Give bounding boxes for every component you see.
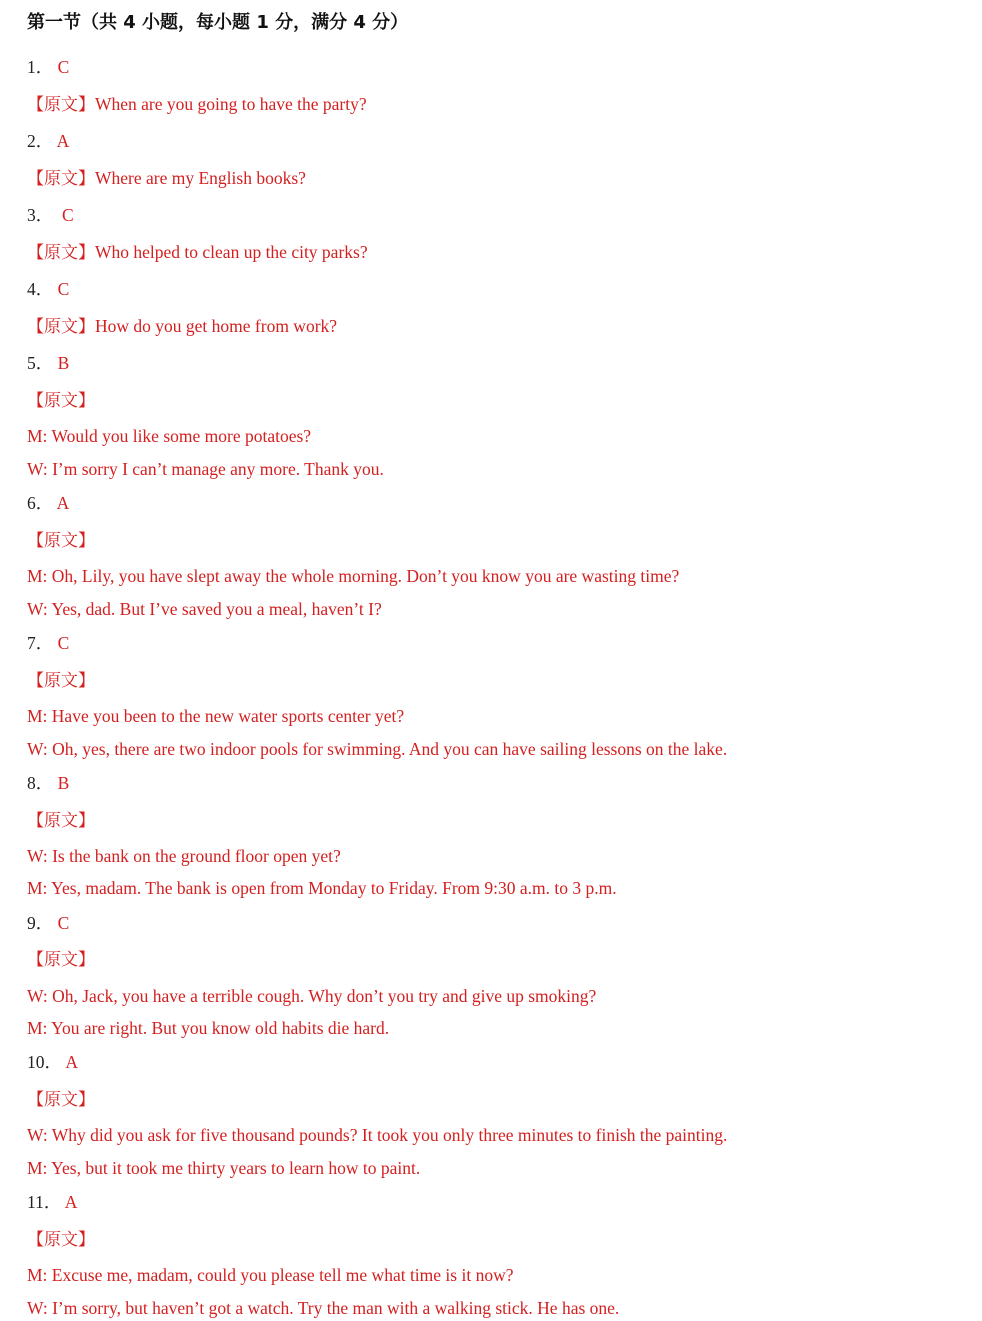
answer-row-1 xyxy=(27,56,69,78)
answer-letter: A xyxy=(65,1052,79,1072)
question-number: 10． xyxy=(27,1052,62,1072)
original-text-row-1 xyxy=(27,93,367,116)
answer-letter: C xyxy=(57,57,70,77)
original-tag-row-11 xyxy=(27,1228,95,1251)
question-number: 7． xyxy=(27,633,54,653)
answer-row-4 xyxy=(27,278,69,300)
original-text-row-4 xyxy=(27,315,337,338)
answer-row-11 xyxy=(27,1191,77,1213)
original-tag: 【原文】 xyxy=(27,531,95,551)
original-tag: 【原文】 xyxy=(27,243,95,263)
answer-row-7 xyxy=(27,632,69,654)
question-number: 2． xyxy=(27,131,54,151)
original-tag: 【原文】 xyxy=(27,95,95,115)
original-tag-row-5 xyxy=(27,389,95,412)
original-tag: 【原文】 xyxy=(27,1090,95,1110)
original-tag-row-10 xyxy=(27,1088,95,1111)
dialogue-line: M: Yes, but it took me thirty years to learn how to paint. xyxy=(27,1158,421,1178)
answer-letter: A xyxy=(56,131,70,151)
answer-letter: C xyxy=(57,913,70,933)
original-tag-row-7 xyxy=(27,669,95,692)
answer-row-2 xyxy=(27,130,69,152)
answer-letter: B xyxy=(57,353,70,373)
original-text: When are you going to have the party? xyxy=(95,94,367,114)
original-tag: 【原文】 xyxy=(27,671,95,691)
answer-row-9 xyxy=(27,912,69,934)
original-text-row-3 xyxy=(27,241,368,264)
dialogue-line: M: Would you like some more potatoes? xyxy=(27,426,312,446)
original-tag: 【原文】 xyxy=(27,811,95,831)
dialogue-line: W: I’m sorry I can’t manage any more. Thank you. xyxy=(27,459,384,479)
dialogue-line: M: Have you been to the new water sports center yet? xyxy=(27,706,405,726)
dialogue-line: W: Why did you ask for five thousand pounds? It took you only three minutes to finish the painting. xyxy=(27,1125,728,1145)
answer-row-10 xyxy=(27,1051,78,1073)
original-text: Who helped to clean up the city parks? xyxy=(95,242,368,262)
original-tag-row-9 xyxy=(27,948,95,971)
question-number: 11． xyxy=(27,1192,62,1212)
question-number: 6． xyxy=(27,493,54,513)
answer-letter: A xyxy=(64,1192,78,1212)
answer-row-3 xyxy=(27,204,74,226)
original-tag: 【原文】 xyxy=(27,391,95,411)
question-number: 4． xyxy=(27,279,54,299)
answer-letter: C xyxy=(57,279,70,299)
original-tag: 【原文】 xyxy=(27,317,95,337)
dialogue-line: W: Yes, dad. But I’ve saved you a meal, haven’t I? xyxy=(27,599,382,619)
original-tag: 【原文】 xyxy=(27,950,95,970)
original-tag: 【原文】 xyxy=(27,169,95,189)
original-tag: 【原文】 xyxy=(27,1230,95,1250)
question-number: 5． xyxy=(27,353,54,373)
question-number: 3． xyxy=(27,205,54,225)
answer-letter: C xyxy=(57,205,74,225)
original-text: Where are my English books? xyxy=(95,168,306,188)
question-number: 1． xyxy=(27,57,54,77)
dialogue-line: M: You are right. But you know old habits die hard. xyxy=(27,1018,390,1038)
answer-row-8 xyxy=(27,772,69,794)
question-number: 9． xyxy=(27,913,54,933)
answer-letter: B xyxy=(57,773,70,793)
original-tag-row-6 xyxy=(27,529,95,552)
original-text-row-2 xyxy=(27,167,306,190)
original-text: How do you get home from work? xyxy=(95,316,338,336)
dialogue-line: M: Yes, madam. The bank is open from Monday to Friday. From 9:30 a.m. to 3 p.m. xyxy=(27,878,617,898)
question-number: 8． xyxy=(27,773,54,793)
dialogue-line: W: I’m sorry, but haven’t got a watch. Try the man with a walking stick. He has one. xyxy=(27,1298,620,1318)
dialogue-line: W: Is the bank on the ground floor open yet? xyxy=(27,846,341,866)
dialogue-line: M: Oh, Lily, you have slept away the whole morning. Don’t you know you are wasting time? xyxy=(27,566,680,586)
dialogue-line: W: Oh, Jack, you have a terrible cough. Why don’t you try and give up smoking? xyxy=(27,986,597,1006)
dialogue-line: W: Oh, yes, there are two indoor pools for swimming. And you can have sailing lessons on the lake. xyxy=(27,739,728,759)
answer-row-6 xyxy=(27,492,69,514)
original-tag-row-8 xyxy=(27,809,95,832)
answer-row-5 xyxy=(27,352,69,374)
answer-letter: C xyxy=(57,633,70,653)
dialogue-line: M: Excuse me, madam, could you please tell me what time is it now? xyxy=(27,1265,514,1285)
answer-letter: A xyxy=(56,493,70,513)
section-heading: 第一节（共 4 小题，每小题 1 分，满分 4 分） xyxy=(27,12,409,33)
